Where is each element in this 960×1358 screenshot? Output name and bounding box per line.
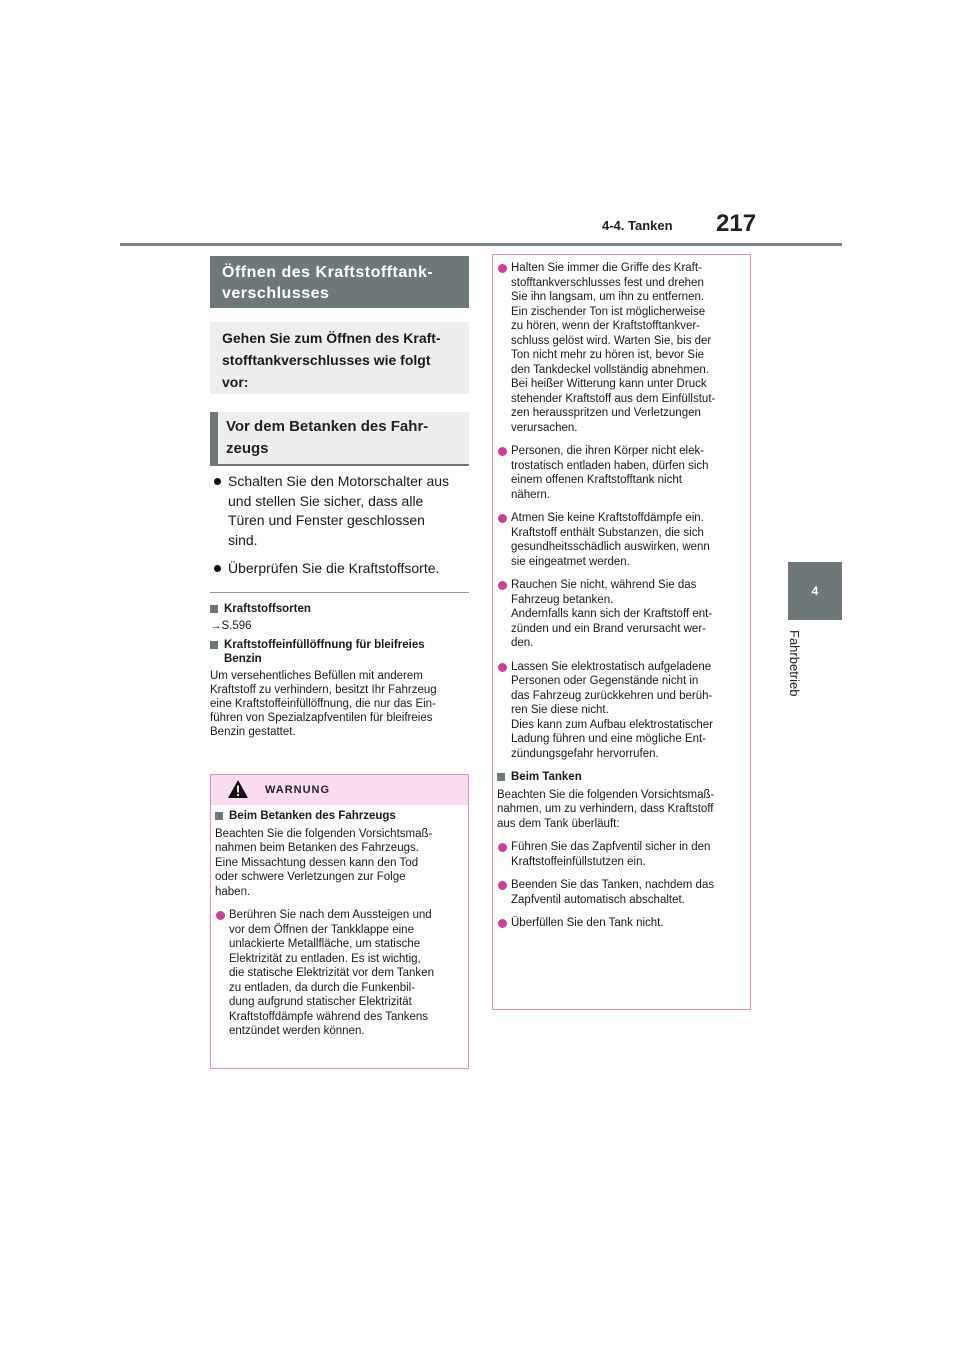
warning-bullet	[497, 261, 742, 435]
text-line: die statische Elektrizität vor dem Tanken	[229, 967, 434, 979]
text-line: Überprüfen Sie die Kraftstoffsorte.	[228, 560, 440, 576]
bullet-item	[212, 559, 474, 579]
text-line: Vor dem Betanken des Fahr-	[226, 418, 429, 435]
pink-bullet-icon	[498, 881, 507, 890]
bullet-dot-icon	[214, 478, 221, 485]
text-line: vor dem Öffnen der Tankklappe eine	[229, 923, 414, 936]
text-line: Zapfventil automatisch abschaltet.	[511, 893, 685, 906]
pink-bullet-icon	[498, 843, 507, 852]
pink-bullet-icon	[498, 663, 507, 672]
text-line: Kraftstoffsorten	[224, 603, 311, 615]
notes	[210, 598, 470, 744]
text-line: Personen, die ihren Körper nicht elek-	[511, 445, 705, 457]
text-line: nähern.	[511, 488, 551, 501]
bullet-item	[212, 472, 474, 550]
text-line: Beachten Sie die folgenden Vorsichtsmaß-	[497, 788, 715, 801]
warning-bullet	[497, 840, 742, 869]
warning-intro	[215, 827, 462, 900]
warning-bullet	[497, 660, 742, 762]
text-line: führen von Spezialzapfventilen für bleifreies	[210, 712, 433, 724]
text-line: schluss gelöst wird. Warten Sie, bis der	[511, 334, 712, 347]
text-line: Kraftstoffeinfüllöffnung für bleifreies	[224, 639, 425, 651]
text-line: stofftankverschlusses wie folgt	[222, 352, 431, 368]
text-line: sind.	[228, 531, 258, 548]
text-line: und stellen Sie sicher, dass alle	[228, 492, 424, 509]
text-line: den.	[511, 637, 534, 649]
text-line: zünden und ein Brand verursacht wer-	[511, 622, 706, 635]
page-number: 217	[716, 210, 757, 237]
text-line: Kraftstoff enthält Substanzen, die sich	[511, 526, 704, 539]
text-line: dung aufgrund statischer Elektrizität	[229, 996, 412, 1008]
warning-bullet	[497, 578, 742, 651]
warning-heading	[215, 809, 462, 824]
text-line: Rauchen Sie nicht, während Sie das	[511, 579, 697, 591]
text-line: Andernfalls kann sich der Kraftstoff ent-	[511, 608, 713, 620]
chapter-tab: 4	[788, 562, 842, 620]
warning-continued-box	[492, 254, 751, 1010]
text-line: Überfüllen Sie den Tank nicht.	[511, 917, 664, 929]
chapter-label-text: Fahrbetrieb	[787, 630, 802, 697]
intro-box	[210, 322, 469, 394]
text-line: sie eingeatmet werden.	[511, 555, 630, 568]
text-line: Ein zischender Ton ist möglicherweise	[511, 305, 706, 318]
text-line: Beenden Sie das Tanken, nachdem das	[511, 879, 715, 891]
text-line: vor:	[222, 374, 249, 390]
text-line: zündungsgefahr hervorrufen.	[511, 747, 659, 760]
warning-intro	[497, 788, 742, 832]
text-line: →S.596	[210, 620, 252, 632]
warning-heading	[497, 770, 742, 785]
text-line: Um versehentliches Befüllen mit anderem	[210, 670, 423, 682]
text-line: zeugs	[226, 440, 269, 457]
text-line: Sie ihn langsam, um ihn zu entfernen.	[511, 291, 705, 303]
text-line: einem offenen Kraftstofftank nicht	[511, 474, 682, 486]
bullet-dot-icon	[214, 565, 221, 572]
square-bullet-icon	[497, 773, 505, 781]
warning-bullet	[215, 908, 462, 1039]
bullet-list	[212, 472, 474, 588]
text-line: Kraftstoff zu verhindern, besitzt Ihr Fahrzeug	[210, 684, 437, 696]
chapter-label	[788, 630, 816, 710]
warning-heading-text: Beim Tanken	[511, 771, 582, 783]
text-line: entzündet werden können.	[229, 1025, 365, 1037]
text-line: Kraftstoffdämpfe während des Tankens	[229, 1010, 429, 1023]
text-line: den Tankdeckel vollständig abnehmen.	[511, 363, 709, 376]
text-line: Beachten Sie die folgenden Vorsichtsmaß-	[215, 827, 433, 840]
text-line: nahmen beim Betanken des Fahrzeugs.	[215, 842, 419, 854]
text-line: stofftankverschlusses fest und drehen	[511, 276, 704, 289]
text-line: Elektrizität zu entladen. Es ist wichtig,	[229, 952, 421, 965]
note-heading	[210, 638, 470, 666]
text-line: Fahrzeug betanken.	[511, 593, 614, 606]
pink-bullet-icon	[498, 919, 507, 928]
text-line: Benzin gestattet.	[210, 726, 296, 738]
text-line: Eine Missachtung dessen kann den Tod	[215, 856, 419, 869]
pink-bullet-icon	[498, 264, 507, 273]
header-rule	[120, 243, 842, 246]
text-line: stehender Kraftstoff aus dem Einfüllstut-	[511, 392, 716, 405]
text-line: Führen Sie das Zapfventil sicher in den	[511, 841, 711, 853]
text-line: unlackierte Metallfläche, um statische	[229, 938, 421, 950]
text-line: nahmen, um zu verhindern, dass Kraftstoff	[497, 803, 714, 815]
pink-bullet-icon	[498, 581, 507, 590]
text-line: Halten Sie immer die Griffe des Kraft-	[511, 262, 702, 274]
square-bullet-icon	[215, 812, 223, 820]
text-line: zu entladen, da durch die Funkenbil-	[229, 981, 416, 994]
warning-title: WARNUNG	[265, 784, 331, 796]
separator	[210, 592, 469, 593]
text-line: ren Sie diese nicht.	[511, 704, 609, 716]
text-line: Kraftstoffeinfüllstutzen ein.	[511, 855, 646, 868]
text-line: Benzin	[224, 653, 262, 665]
text-line: Schalten Sie den Motorschalter aus	[228, 473, 450, 489]
pink-bullet-icon	[498, 514, 507, 523]
square-bullet-icon	[210, 641, 218, 649]
warning-bullet	[497, 511, 742, 569]
text-line: Ton nicht mehr zu hören ist, bevor Sie	[511, 349, 705, 361]
note-text	[210, 619, 470, 633]
square-bullet-icon	[210, 605, 218, 613]
warning-bullet	[497, 878, 742, 907]
text-line: Dies kann zum Aufbau elektrostatischer	[511, 718, 713, 731]
section-heading	[210, 256, 469, 308]
pink-bullet-icon	[498, 447, 507, 456]
text-line: Bei heißer Witterung kann unter Druck	[511, 378, 707, 390]
text-line: oder schwere Verletzungen zur Folge	[215, 871, 406, 883]
warning-body	[211, 805, 468, 1039]
text-line: aus dem Tank überläuft:	[497, 817, 620, 830]
text-line: Ladung führen und eine mögliche Ent-	[511, 733, 707, 745]
text-line: Türen und Fenster geschlossen	[228, 512, 425, 528]
text-line: Personen oder Gegenstände nicht in	[511, 675, 699, 687]
subheading	[210, 412, 469, 466]
text-line: eine Kraftstoffeinfüllöffnung, die nur das Ein-	[210, 698, 436, 710]
warning-box	[210, 774, 469, 1069]
text-line: gesundheitsschädlich auswirken, wenn	[511, 541, 710, 553]
text-line: Atmen Sie keine Kraftstoffdämpfe ein.	[511, 512, 704, 524]
text-line: Lassen Sie elektrostatisch aufgeladene	[511, 660, 712, 673]
text-line: Berühren Sie nach dem Aussteigen und	[229, 909, 432, 921]
warning-bullet	[497, 444, 742, 502]
note-text	[210, 669, 470, 739]
text-line: zu hören, wenn der Kraftstofftankver-	[511, 320, 700, 332]
text-line: das Fahrzeug zurückkehren und berüh-	[511, 689, 713, 702]
text-line: verschlusses	[222, 285, 330, 302]
text-line: zen herausspritzen und Verletzungen	[511, 407, 701, 419]
warning-triangle-icon	[227, 779, 249, 799]
text-line: trostatisch entladen haben, dürfen sich	[511, 459, 709, 472]
text-line: Öffnen des Kraftstofftank-	[222, 264, 434, 281]
text-line: verursachen.	[511, 421, 578, 434]
warning-header	[211, 775, 468, 805]
text-line: haben.	[215, 885, 251, 898]
warning-bullet	[497, 916, 742, 931]
note-heading	[210, 602, 470, 616]
text-line: Gehen Sie zum Öffnen des Kraft-	[222, 330, 441, 346]
warning-heading-text: Beim Betanken des Fahrzeugs	[229, 810, 396, 822]
pink-bullet-icon	[216, 911, 225, 920]
section-title: 4-4. Tanken	[602, 218, 673, 233]
